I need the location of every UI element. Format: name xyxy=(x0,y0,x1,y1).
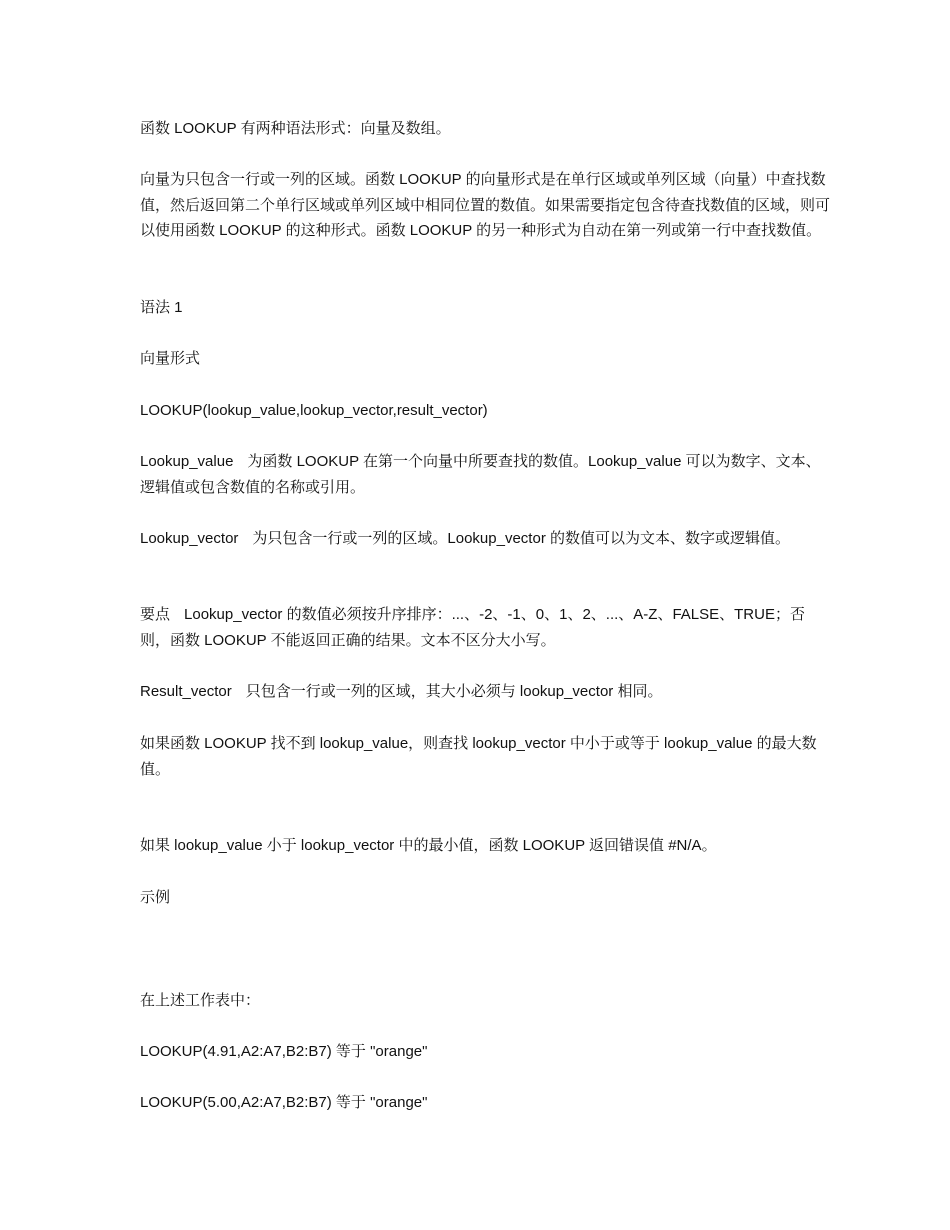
vector-form-heading: 向量形式 xyxy=(140,350,201,367)
lookup-vector-description: 为只包含一行或一列的区域。Lookup_vector 的数值可以为文本、数字或逻辑值。 xyxy=(252,530,790,547)
lookup-vector-paragraph xyxy=(140,526,830,552)
example-heading: 示例 xyxy=(140,889,171,906)
worksheet-intro: 在上述工作表中： xyxy=(140,992,261,1009)
result-vector-description: 只包含一行或一列的区域，其大小必须与 lookup_vector 相同。 xyxy=(245,683,663,700)
lookup-vector-term: Lookup_vector xyxy=(140,530,239,547)
example-line-2: LOOKUP(5.00,A2:A7,B2:B7) 等于 "orange" xyxy=(140,1094,428,1111)
smaller-value-note: 如果 lookup_value 小于 lookup_vector 中的最小值，函数 LOOKUP 返回错误值 #N/A。 xyxy=(140,837,717,854)
lookup-value-paragraph xyxy=(140,449,830,500)
result-vector-term: Result_vector xyxy=(140,683,232,700)
vector-description-paragraph: 向量为只包含一行或一列的区域。函数 LOOKUP 的向量形式是在单行区域或单列区域（向量）中查找数值，然后返回第二个单行区域或单列区域中相同位置的数值。如果需要指定包含待查找数值的区域，则可以使用函数 LOOKUP 的这种形式。函数 LOOKUP 的另一种形式为自动在第一列或第一行中查找数值。 xyxy=(140,171,831,239)
not-found-note: 如果函数 LOOKUP 找不到 lookup_value，则查找 lookup_vector 中小于或等于 lookup_value 的最大数值。 xyxy=(140,735,817,778)
example-line-1: LOOKUP(4.91,A2:A7,B2:B7) 等于 "orange" xyxy=(140,1043,428,1060)
key-point-term: 要点 xyxy=(140,606,171,623)
syntax-line: LOOKUP(lookup_value,lookup_vector,result_vector) xyxy=(140,402,488,419)
key-point-description: Lookup_vector 的数值必须按升序排序：...、-2、-1、0、1、2、...、A-Z、FALSE、TRUE；否则，函数 LOOKUP 不能返回正确的结果。文本不区分大小写。 xyxy=(140,606,805,649)
lookup-value-description: 为函数 LOOKUP 在第一个向量中所要查找的数值。Lookup_value 可以为数字、文本、逻辑值或包含数值的名称或引用。 xyxy=(140,453,821,496)
intro-paragraph: 函数 LOOKUP 有两种语法形式：向量及数组。 xyxy=(140,120,451,137)
syntax-heading: 语法 1 xyxy=(140,299,183,316)
lookup-value-term: Lookup_value xyxy=(140,453,234,470)
result-vector-paragraph xyxy=(140,679,830,705)
key-point-paragraph xyxy=(140,602,830,653)
